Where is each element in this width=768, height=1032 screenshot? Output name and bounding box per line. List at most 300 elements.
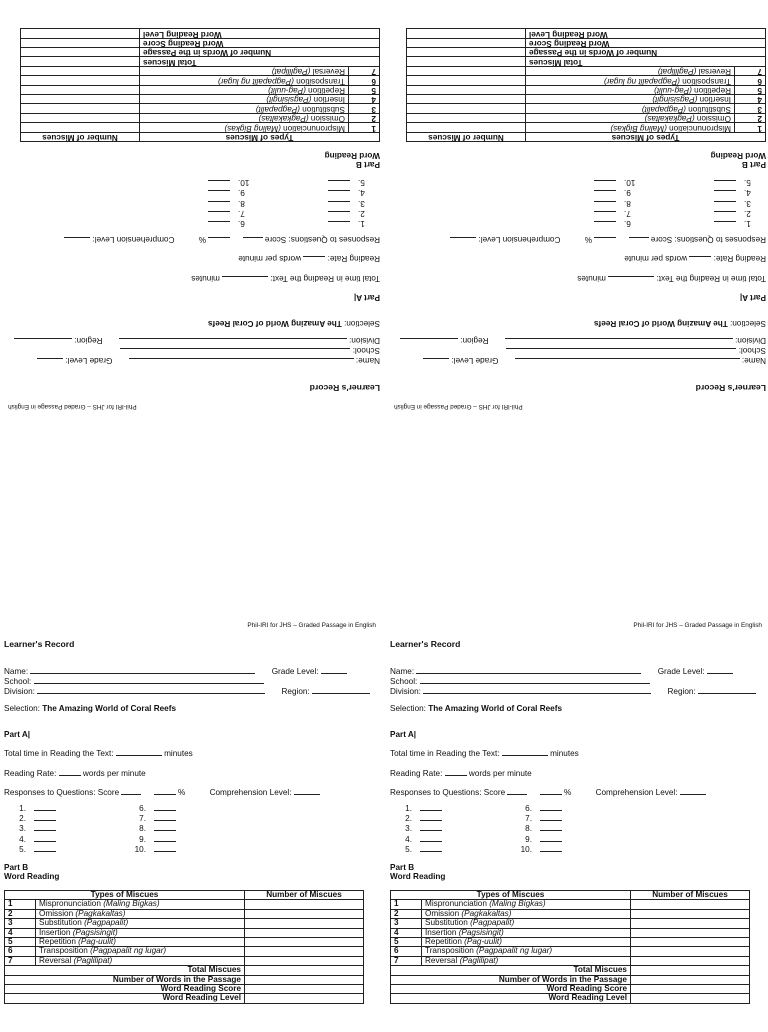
miscue-row	[21, 113, 380, 122]
division-label: Division:	[390, 687, 421, 696]
responses-label: Responses to Questions: Score	[4, 788, 120, 797]
miscue-count-cell[interactable]	[21, 104, 140, 113]
school-field[interactable]	[506, 348, 736, 356]
total-row	[5, 994, 364, 1003]
question-item	[124, 814, 176, 824]
miscue-count-cell[interactable]	[631, 928, 750, 937]
record-title: Learner's Record	[695, 383, 766, 393]
question-answer-field[interactable]	[154, 804, 176, 811]
question-item	[328, 218, 380, 228]
miscue-number: 6	[735, 76, 766, 85]
miscue-tagalog: (Pag-uulit)	[464, 937, 502, 947]
question-number: 10.	[134, 844, 146, 854]
question-answer-field[interactable]	[208, 221, 230, 228]
question-answer-field[interactable]	[34, 814, 56, 821]
total-row	[407, 47, 766, 56]
total-value-cell[interactable]	[631, 966, 750, 975]
question-number: 1.	[19, 804, 26, 813]
miscue-number: 3	[735, 104, 766, 113]
total-row	[21, 47, 380, 56]
wpm-label: words per minute	[468, 769, 532, 778]
question-item	[208, 208, 260, 218]
miscue-count-cell[interactable]	[407, 94, 526, 103]
total-time-field[interactable]	[222, 276, 268, 284]
miscue-number: 7	[349, 66, 380, 75]
total-value-cell[interactable]	[245, 966, 364, 975]
region-field[interactable]	[400, 338, 458, 346]
reading-rate-row	[390, 768, 532, 778]
miscue-count-cell[interactable]	[407, 85, 526, 94]
miscue-number: 2	[5, 909, 36, 918]
question-answer-field[interactable]	[540, 804, 562, 811]
responses-row	[4, 787, 320, 797]
miscue-name: Omission	[696, 114, 731, 124]
question-answer-field[interactable]	[328, 190, 350, 197]
miscue-name: Transposition	[682, 76, 731, 86]
minutes-label: minutes	[191, 274, 220, 283]
question-column-right	[510, 804, 562, 855]
minutes-label: minutes	[164, 749, 193, 758]
miscue-number: 1	[391, 900, 422, 909]
question-item	[390, 824, 442, 834]
division-row	[400, 336, 766, 346]
school-field[interactable]	[420, 676, 650, 684]
question-item	[328, 177, 380, 187]
miscue-number: 1	[735, 123, 766, 132]
question-item	[594, 218, 646, 228]
question-answer-field[interactable]	[594, 180, 616, 187]
question-answer-field[interactable]	[714, 201, 736, 208]
miscue-type	[140, 66, 349, 75]
percent-field[interactable]	[540, 787, 562, 795]
question-answer-field[interactable]	[594, 221, 616, 228]
miscue-count-cell[interactable]	[21, 85, 140, 94]
question-answer-field[interactable]	[540, 814, 562, 821]
miscue-name: Mispronunciation	[669, 123, 731, 133]
miscues-table	[20, 28, 380, 142]
miscue-count-cell[interactable]	[245, 938, 364, 947]
question-answer-field[interactable]	[594, 211, 616, 218]
miscue-number: 5	[735, 85, 766, 94]
miscue-number: 7	[735, 66, 766, 75]
question-number: 2.	[744, 208, 751, 218]
grade-level-label: Grade Level:	[271, 667, 319, 676]
question-answer-field[interactable]	[594, 190, 616, 197]
miscue-type	[140, 104, 349, 113]
total-time-field[interactable]	[502, 748, 548, 756]
responses-row	[450, 235, 766, 245]
selection-row	[4, 704, 176, 713]
score-field[interactable]	[507, 787, 527, 795]
name-label: Name:	[4, 667, 29, 676]
school-label: School:	[4, 677, 32, 686]
question-number: 8.	[238, 198, 245, 208]
miscue-name: Transposition	[425, 946, 474, 956]
miscue-type	[526, 66, 735, 75]
miscue-name: Omission	[310, 114, 345, 124]
miscue-name: Substitution	[302, 104, 345, 114]
total-value-cell[interactable]	[631, 975, 750, 984]
miscue-tagalog: (Pagkakaltas)	[258, 114, 309, 124]
miscue-tagalog: (Pagkakaltas)	[644, 114, 695, 124]
question-answer-field[interactable]	[154, 824, 176, 831]
school-row	[506, 346, 766, 356]
division-row	[390, 686, 756, 696]
division-label: Division:	[4, 687, 35, 696]
miscue-count-cell[interactable]	[21, 66, 140, 75]
question-item	[4, 845, 56, 855]
reading-rate-row	[4, 768, 146, 778]
question-answer-field[interactable]	[420, 814, 442, 821]
number-of-miscues-header: Number of Miscues	[245, 891, 364, 900]
question-item	[124, 835, 176, 845]
question-answer-field[interactable]	[328, 180, 350, 187]
reading-rate-field[interactable]	[303, 256, 325, 264]
division-row	[14, 336, 380, 346]
total-value-cell[interactable]	[245, 985, 364, 994]
miscue-row	[407, 66, 766, 75]
total-value-cell[interactable]	[407, 57, 526, 66]
question-number: 1.	[358, 219, 365, 228]
selection-label: Selection:	[730, 319, 766, 328]
name-row	[37, 356, 380, 366]
score-field[interactable]	[629, 237, 649, 245]
reading-rate-field[interactable]	[689, 256, 711, 264]
question-number: 9.	[238, 188, 245, 198]
name-field[interactable]	[515, 358, 740, 366]
miscue-tagalog: (Maling Bigkas)	[610, 123, 667, 133]
question-number: 2.	[19, 814, 26, 824]
comprehension-field[interactable]	[294, 787, 320, 795]
total-label: Word Reading Level	[140, 29, 380, 38]
question-answer-field[interactable]	[594, 201, 616, 208]
question-item	[714, 208, 766, 218]
part-b-title: Part B	[390, 863, 415, 872]
total-value-cell[interactable]	[407, 29, 526, 38]
miscue-count-cell[interactable]	[245, 900, 364, 909]
selection-row	[390, 704, 562, 713]
total-value-cell[interactable]	[407, 38, 526, 47]
question-number: 4.	[405, 834, 412, 844]
question-item	[594, 197, 646, 207]
reading-rate-label: Reading Rate:	[390, 769, 443, 778]
percent-field[interactable]	[154, 787, 176, 795]
name-field[interactable]	[416, 666, 641, 674]
miscue-tagalog: (Pagsisingit)	[652, 95, 698, 105]
school-label: School:	[390, 677, 418, 686]
total-time-label: Total time in Reading the Text:	[270, 274, 380, 283]
question-item	[4, 824, 56, 834]
types-of-miscues-header: Types of Miscues	[5, 891, 245, 900]
question-item	[328, 197, 380, 207]
name-row	[4, 666, 347, 676]
total-row	[407, 29, 766, 38]
question-answer-field[interactable]	[154, 845, 176, 852]
question-number: 4.	[358, 188, 365, 198]
question-answer-field[interactable]	[154, 835, 176, 842]
grade-level-label: Grade Level:	[657, 667, 705, 676]
question-number: 6.	[139, 804, 146, 813]
total-time-label: Total time in Reading the Text:	[656, 274, 766, 283]
total-time-row	[4, 748, 193, 758]
miscue-number: 7	[5, 956, 36, 965]
school-row	[120, 346, 380, 356]
question-answer-field[interactable]	[208, 190, 230, 197]
region-field[interactable]	[312, 686, 370, 694]
percent-field[interactable]	[594, 237, 616, 245]
miscue-tagalog: (Pagpapalit ng lugar)	[476, 946, 553, 956]
question-item	[390, 804, 442, 814]
division-field[interactable]	[423, 686, 651, 694]
form-header: Phil-IRI for JHS – Graded Passage in English	[8, 403, 137, 410]
miscue-name: Omission	[39, 908, 74, 918]
miscue-number: 6	[349, 76, 380, 85]
miscue-count-cell[interactable]	[631, 919, 750, 928]
question-answer-field[interactable]	[34, 845, 56, 852]
question-number: 7.	[238, 208, 245, 218]
question-answer-field[interactable]	[328, 201, 350, 208]
question-number: 10.	[238, 178, 250, 188]
types-of-miscues-header: Types of Miscues	[391, 891, 631, 900]
miscue-name: Insertion	[313, 95, 345, 105]
reading-rate-row	[624, 254, 766, 264]
region-label: Region:	[667, 687, 696, 696]
total-label: Word Reading Score	[5, 985, 245, 994]
miscue-row	[407, 104, 766, 113]
grade-level-field[interactable]	[321, 666, 347, 674]
question-answer-field[interactable]	[420, 824, 442, 831]
total-value-cell[interactable]	[407, 47, 526, 56]
comprehension-label: Comprehension Level:	[478, 235, 561, 244]
name-label: Name:	[355, 356, 380, 365]
question-answer-field[interactable]	[154, 814, 176, 821]
miscue-tagalog: (Pag-uulit)	[268, 85, 306, 95]
school-label: School:	[738, 346, 766, 355]
question-answer-field[interactable]	[420, 835, 442, 842]
miscue-count-cell[interactable]	[245, 956, 364, 965]
question-answer-field[interactable]	[34, 804, 56, 811]
total-value-cell[interactable]	[631, 994, 750, 1003]
region-label: Region:	[281, 687, 310, 696]
miscue-name: Mispronunciation	[39, 899, 101, 909]
percent-field[interactable]	[208, 237, 230, 245]
part-a-title: Part A|	[739, 293, 766, 302]
reading-rate-label: Reading Rate:	[4, 769, 57, 778]
miscue-row	[407, 113, 766, 122]
reading-rate-field[interactable]	[445, 768, 467, 776]
question-answer-field[interactable]	[714, 211, 736, 218]
question-number: 8.	[624, 198, 631, 208]
total-row	[21, 29, 380, 38]
reading-rate-row	[238, 254, 380, 264]
miscue-count-cell[interactable]	[631, 938, 750, 947]
comprehension-field[interactable]	[64, 237, 90, 245]
number-of-miscues-header: Number of Miscues	[631, 891, 750, 900]
total-value-cell[interactable]	[245, 994, 364, 1003]
question-number: 10.	[624, 178, 636, 188]
question-answer-field[interactable]	[714, 180, 736, 187]
question-answer-field[interactable]	[420, 804, 442, 811]
question-item	[510, 845, 562, 855]
question-item	[4, 814, 56, 824]
question-answer-field[interactable]	[420, 845, 442, 852]
question-answer-field[interactable]	[540, 835, 562, 842]
question-item	[594, 177, 646, 187]
grade-level-field[interactable]	[707, 666, 733, 674]
question-number: 6.	[525, 804, 532, 813]
miscue-tagalog: (Pag-uulit)	[654, 85, 692, 95]
total-value-cell[interactable]	[21, 47, 140, 56]
total-row	[5, 966, 364, 975]
name-field[interactable]	[129, 358, 354, 366]
miscue-count-cell[interactable]	[407, 123, 526, 132]
miscue-count-cell[interactable]	[407, 66, 526, 75]
miscue-tagalog: (Pagkakaltas)	[75, 908, 126, 918]
miscue-number: 3	[349, 104, 380, 113]
division-label: Division:	[349, 336, 380, 345]
name-field[interactable]	[30, 666, 255, 674]
miscue-type	[140, 85, 349, 94]
miscue-count-cell[interactable]	[407, 76, 526, 85]
miscue-tagalog: (Pag-uulit)	[78, 937, 116, 947]
learners-record-form	[4, 622, 380, 1032]
question-number: 3.	[358, 198, 365, 208]
part-b-title: Part B	[4, 863, 29, 872]
miscue-number: 4	[735, 94, 766, 103]
school-field[interactable]	[34, 676, 264, 684]
total-label: Number of Words in the Passage	[5, 975, 245, 984]
miscue-count-cell[interactable]	[21, 123, 140, 132]
miscue-count-cell[interactable]	[245, 947, 364, 956]
score-field[interactable]	[121, 787, 141, 795]
part-a-title: Part A|	[4, 730, 31, 739]
miscue-count-cell[interactable]	[631, 900, 750, 909]
total-value-cell[interactable]	[631, 985, 750, 994]
question-item	[124, 845, 176, 855]
comprehension-field[interactable]	[680, 787, 706, 795]
miscue-row	[21, 66, 380, 75]
miscue-name: Reversal	[425, 955, 458, 965]
miscue-type	[140, 113, 349, 122]
question-number: 9.	[525, 834, 532, 844]
grade-level-field[interactable]	[423, 358, 449, 366]
question-item	[208, 187, 260, 197]
miscue-count-cell[interactable]	[21, 76, 140, 85]
total-label: Total Miscues	[140, 57, 380, 66]
question-answer-field[interactable]	[540, 845, 562, 852]
word-reading-title: Word Reading	[390, 872, 446, 881]
total-value-cell[interactable]	[245, 975, 364, 984]
record-title: Learner's Record	[309, 383, 380, 393]
question-answer-field[interactable]	[208, 180, 230, 187]
division-field[interactable]	[37, 686, 265, 694]
question-number: 7.	[624, 208, 631, 218]
total-value-cell[interactable]	[21, 29, 140, 38]
percent-label: %	[198, 235, 206, 244]
miscue-count-cell[interactable]	[21, 113, 140, 122]
question-answer-field[interactable]	[328, 211, 350, 218]
miscue-count-cell[interactable]	[631, 947, 750, 956]
score-field[interactable]	[243, 237, 263, 245]
question-item	[714, 197, 766, 207]
reading-rate-label: Reading Rate:	[713, 254, 766, 263]
miscue-type	[140, 123, 349, 132]
miscue-count-cell[interactable]	[407, 113, 526, 122]
question-answer-field[interactable]	[34, 824, 56, 831]
question-number: 3.	[744, 198, 751, 208]
question-answer-field[interactable]	[540, 824, 562, 831]
division-field[interactable]	[505, 338, 733, 346]
region-field[interactable]	[14, 338, 72, 346]
question-number: 6.	[624, 219, 631, 228]
miscue-tagalog: (Pagsisingit)	[458, 927, 504, 937]
question-answer-field[interactable]	[714, 221, 736, 228]
total-time-field[interactable]	[608, 276, 654, 284]
grade-level-field[interactable]	[37, 358, 63, 366]
responses-label: Responses to Questions: Score	[264, 235, 380, 244]
name-row	[390, 666, 733, 676]
comprehension-field[interactable]	[450, 237, 476, 245]
miscue-count-cell[interactable]	[631, 956, 750, 965]
miscue-number: 7	[391, 956, 422, 965]
name-label: Name:	[741, 356, 766, 365]
miscue-count-cell[interactable]	[407, 104, 526, 113]
total-value-cell[interactable]	[21, 57, 140, 66]
question-item	[390, 845, 442, 855]
total-label: Number of Words in the Passage	[526, 47, 766, 56]
miscue-count-cell[interactable]	[21, 94, 140, 103]
miscue-tagalog: (Paglilipat)	[657, 67, 697, 77]
question-item	[594, 187, 646, 197]
miscue-tagalog: (Maling Bigkas)	[224, 123, 281, 133]
miscue-name: Reversal	[39, 955, 72, 965]
miscue-number: 3	[391, 919, 422, 928]
miscue-name: Mispronunciation	[283, 123, 345, 133]
total-value-cell[interactable]	[21, 38, 140, 47]
miscue-number: 2	[349, 113, 380, 122]
question-item	[4, 804, 56, 814]
question-answer-field[interactable]	[328, 221, 350, 228]
miscue-name: Transposition	[296, 76, 345, 86]
miscue-count-cell[interactable]	[631, 909, 750, 918]
miscue-name: Repetition	[425, 937, 462, 947]
question-item	[510, 835, 562, 845]
form-header: Phil-IRI for JHS – Graded Passage in English	[247, 622, 376, 629]
reading-rate-field[interactable]	[59, 768, 81, 776]
miscue-count-cell[interactable]	[245, 919, 364, 928]
region-field[interactable]	[698, 686, 756, 694]
division-field[interactable]	[119, 338, 347, 346]
division-row	[4, 686, 370, 696]
question-answer-field[interactable]	[34, 835, 56, 842]
miscue-type	[140, 94, 349, 103]
question-item	[510, 804, 562, 814]
learners-record-form	[4, 0, 380, 410]
miscue-count-cell[interactable]	[245, 909, 364, 918]
total-time-field[interactable]	[116, 748, 162, 756]
miscue-count-cell[interactable]	[245, 928, 364, 937]
school-field[interactable]	[120, 348, 350, 356]
total-label: Number of Words in the Passage	[140, 47, 380, 56]
miscue-name: Transposition	[39, 946, 88, 956]
miscue-row	[21, 85, 380, 94]
selection-row	[208, 319, 380, 328]
word-reading-title: Word Reading	[710, 151, 766, 160]
question-answer-field[interactable]	[208, 211, 230, 218]
question-answer-field[interactable]	[714, 190, 736, 197]
selection-title: The Amazing World of Coral Reefs	[594, 319, 728, 328]
question-answer-field[interactable]	[208, 201, 230, 208]
